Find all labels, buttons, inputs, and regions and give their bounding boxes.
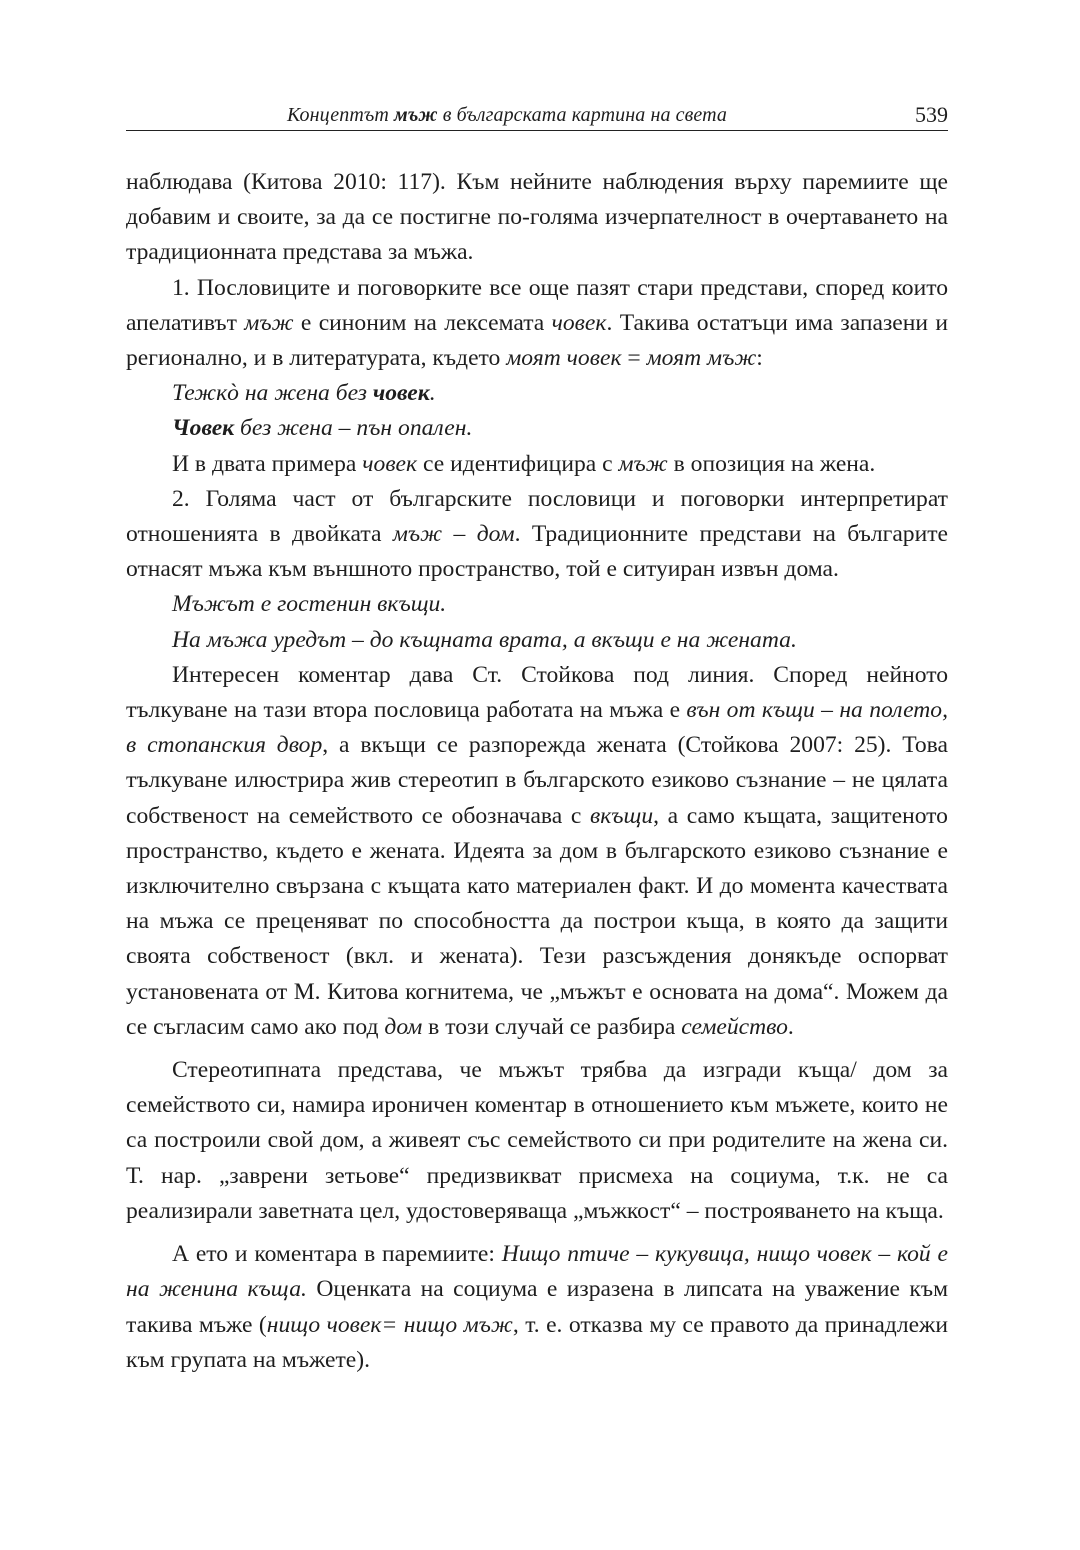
emphasis-italic [172,415,234,441]
paragraph [126,1237,948,1378]
emphasis-italic: вкъщи [590,802,654,829]
emphasis-italic: човек [362,450,418,477]
proverb-example [126,376,948,411]
emphasis-italic: . [429,380,436,407]
running-title-part2: в българската картина на света [437,104,728,126]
emphasis-italic: вън от къщи – на полето, в стопанския двор [126,697,948,759]
emphasis-bold-italic: Човек [172,415,235,442]
paragraph-point-2 [126,482,948,588]
emphasis-italic: Мъжът е гостенин вкъщи. [172,591,447,618]
paragraph [126,447,948,482]
emphasis-italic: нищо човек= нищо мъж [266,1311,513,1338]
text-run: 2. Голяма част от българските пословици и поговорки интерпретират отношенията в двойката [126,485,948,548]
paragraph [126,1053,948,1229]
emphasis-bold-italic: човек [372,380,430,407]
emphasis-italic: Нищо птиче – кукувица, нищо човек – кой е на женина къща. [126,1241,948,1303]
emphasis-italic: мъж [618,450,668,477]
emphasis-italic: моят човек [506,345,622,372]
page-number: 539 [915,102,948,127]
paragraph-point-1 [126,271,948,377]
text-run: Оценката на социума е изразена в липсата на уважение към такива мъже ( [126,1276,948,1338]
text-run: И в двата примера [172,450,363,477]
text-run: : [756,345,763,372]
running-header [126,100,948,131]
proverb-example [126,411,948,446]
proverb-example [126,587,948,622]
text-run: А ето и коментара в паремиите: [172,1241,502,1268]
text-run: Стереотипната представа, че мъжът трябва да изгради къща/ дом за семейството си, намира ироничен коментар в отношението към мъжете, които не са построили свой дом, а живеят със семейството си при родителите на жена си. Т. нар. „заврени зетьове“ предизвикват присмеха на социума, т.к. не са реализирали заветната цел, удостоверяваща „мъжкост“ – построяването на къща. [126,1057,948,1224]
emphasis-italic: Тежкò на жена без [172,380,373,407]
emphasis-italic: дом [384,1013,423,1040]
running-title-keyword: мъж [394,104,438,126]
text-run: , а само къщата, защитеното пространство, където е жената. Идеята за дом в българското езиково съзнание е изключително свързана с къщата като материален факт. И до момента качествата на мъжа се преценяват по способността да построи къща, в която да защити своята собственост (вкл. и жената). Тези разсъждения донякъде оспорват установената от М. Китова когнитема, че „мъжът е основата на дома“. Можем да се съгласим само ако под [126,802,948,1040]
text-run: . Традиционните представи на българите отнасят мъжа към външното пространство, той е ситуиран извън дома. [126,521,949,583]
text-run: в този случай се разбира [422,1013,682,1040]
text-run: Интересен коментар дава Ст. Стойкова под линия. Според нейното тълкуване на тази втора пословица работата на мъжа е [126,661,948,724]
text-run: = [621,345,647,372]
text-run: . Такива остатъци има запазени и регионално, и в литературата, където [126,309,948,372]
text-run: . [787,1013,794,1040]
emphasis-italic: мъж [244,309,294,336]
running-title-part1: Концептът [286,104,395,126]
emphasis-italic: човек [551,309,607,336]
emphasis-italic: без жена – пън опален. [234,415,473,442]
paragraph [126,165,948,271]
paragraph [126,658,948,1045]
running-title [126,104,888,127]
text-run: в опозиция на жена. [667,450,876,477]
proverb-example [126,623,948,658]
emphasis-italic: мъж – дом [392,521,515,548]
text-run: , т. е. отказва му се правото да принадлежи към групата на мъжете). [126,1311,948,1373]
text-run: наблюдава (Китова 2010: 117). Към нейните наблюдения върху паремиите ще добавим и своите, за да се постигне по-голяма изчерпателност в очертаването на традиционната представа за мъжа. [126,169,948,266]
text-run: 1. Пословиците и поговорките все още пазят стари представи, според които апелативът [126,274,948,336]
emphasis-italic: На мъжа уредът – до къщната врата, а вкъщи е на жената. [172,626,797,653]
text-run: , а вкъщи се разпорежда жената (Стойкова 2007: 25). Това тълкуване илюстрира жив стереотип в българското езиково съзнание – не цялата собственост на семейството се обозначава с [126,732,948,829]
paragraph-spacer [126,1045,948,1053]
paragraph-spacer [126,1229,948,1237]
emphasis-italic [373,380,430,406]
text-run: се идентифицира с [417,450,619,477]
text-run: е синоним на лексемата [293,309,552,336]
emphasis-italic: моят мъж [646,345,757,372]
emphasis-italic: семейство [681,1013,788,1040]
body-text [126,165,948,1378]
